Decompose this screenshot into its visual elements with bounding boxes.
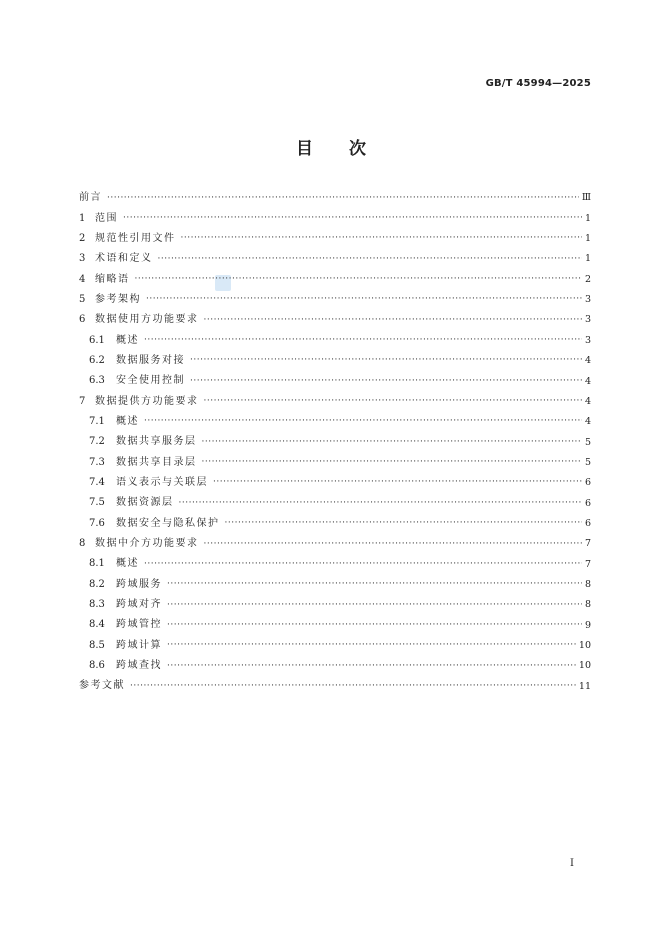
- toc-entry-label: 数据安全与隐私保护: [116, 517, 220, 529]
- toc-entry[interactable]: [79, 412, 591, 432]
- toc-leader-dots: [202, 438, 582, 447]
- toc-entry[interactable]: [79, 249, 591, 269]
- toc-entry-label: 数据资源层: [116, 497, 174, 509]
- toc-entry-page: 4: [584, 375, 591, 387]
- toc-entry[interactable]: [79, 473, 591, 493]
- toc-entry-number: 8.1: [89, 558, 105, 570]
- toc-leader-dots: [130, 682, 576, 691]
- toc-entry[interactable]: [79, 554, 591, 574]
- toc-entry-number: 8: [79, 538, 86, 550]
- toc-entry-label: 跨域管控: [116, 619, 162, 631]
- toc-entry-number: 7.6: [89, 517, 105, 529]
- toc-entry-page: 8: [584, 599, 591, 611]
- toc-leader-dots: [146, 295, 582, 304]
- toc-entry-number: 5: [79, 293, 86, 305]
- toc-leader-dots: [167, 662, 576, 671]
- toc-entry-page: 9: [584, 619, 591, 631]
- toc-entry[interactable]: [79, 615, 591, 635]
- toc-entry-page: 10: [578, 639, 591, 651]
- toc-entry-label: 概述: [116, 415, 139, 427]
- toc-entry-number: 8.6: [89, 660, 105, 672]
- toc-entry[interactable]: [79, 432, 591, 452]
- toc-entry[interactable]: [79, 595, 591, 615]
- toc-entry-page: 7: [584, 558, 591, 570]
- toc-entry-label: 概述: [116, 334, 139, 346]
- toc-entry-label: 概述: [116, 558, 139, 570]
- toc-entry-number: 1: [79, 212, 86, 224]
- toc-entry[interactable]: [79, 269, 591, 289]
- toc-entry-page: 3: [584, 314, 591, 326]
- toc-entry-page: 4: [584, 395, 591, 407]
- toc-entry[interactable]: [79, 493, 591, 513]
- toc-entry-number: 8.4: [89, 619, 105, 631]
- toc-entry-label: 术语和定义: [95, 253, 153, 265]
- toc-entry-number: 6.2: [89, 354, 105, 366]
- toc-entry-page: 1: [584, 212, 591, 224]
- toc-entry-label: 语义表示与关联层: [116, 476, 208, 488]
- toc-entry[interactable]: [79, 452, 591, 472]
- toc-entry-label: 数据共享目录层: [116, 456, 197, 468]
- toc-entry-number: 8.3: [89, 599, 105, 611]
- toc-entry-label: 前言: [79, 192, 102, 204]
- toc-entry-number: 6.3: [89, 375, 105, 387]
- toc-entry[interactable]: [79, 229, 591, 249]
- toc-entry-number: 6.1: [89, 334, 105, 346]
- toc-entry-page: 6: [584, 497, 591, 509]
- toc-leader-dots: [144, 336, 582, 345]
- toc-leader-dots: [167, 580, 582, 589]
- toc-leader-dots: [167, 621, 582, 630]
- toc-entry-label: 数据提供方功能要求: [95, 395, 199, 407]
- toc-leader-dots: [213, 478, 582, 487]
- toc-leader-dots: [144, 560, 582, 569]
- page-title: 目次: [296, 139, 402, 159]
- toc-leader-dots: [135, 275, 582, 284]
- toc-entry-number: 3: [79, 253, 86, 265]
- toc-leader-dots: [181, 234, 582, 243]
- toc-entry-number: 7.4: [89, 476, 105, 488]
- table-of-contents: [79, 188, 591, 697]
- toc-leader-dots: [158, 255, 582, 264]
- toc-entry[interactable]: [79, 391, 591, 411]
- toc-entry-label: 跨域查找: [116, 660, 162, 672]
- toc-entry-label: 数据使用方功能要求: [95, 314, 199, 326]
- toc-entry-number: 7: [79, 395, 86, 407]
- toc-entry[interactable]: [79, 208, 591, 228]
- toc-entry-number: 7.2: [89, 436, 105, 448]
- toc-entry-label: 安全使用控制: [116, 375, 185, 387]
- toc-entry[interactable]: [79, 656, 591, 676]
- toc-entry-page: 5: [584, 436, 591, 448]
- toc-entry[interactable]: [79, 310, 591, 330]
- toc-entry[interactable]: [79, 575, 591, 595]
- toc-entry-page: 7: [584, 538, 591, 550]
- toc-entry-page: 5: [584, 456, 591, 468]
- toc-entry-label: 参考文献: [79, 680, 125, 692]
- toc-entry-label: 规范性引用文件: [95, 232, 176, 244]
- toc-entry-number: 7.1: [89, 415, 105, 427]
- toc-leader-dots: [107, 194, 579, 203]
- toc-entry-number: 6: [79, 314, 86, 326]
- toc-entry[interactable]: [79, 371, 591, 391]
- toc-leader-dots: [204, 397, 582, 406]
- toc-entry-page: 6: [584, 517, 591, 529]
- toc-entry-label: 数据共享服务层: [116, 436, 197, 448]
- toc-entry-page: 11: [578, 680, 591, 692]
- toc-entry[interactable]: [79, 636, 591, 656]
- toc-entry[interactable]: [79, 351, 591, 371]
- toc-entry-label: 数据服务对接: [116, 354, 185, 366]
- toc-entry-number: 8.2: [89, 578, 105, 590]
- toc-entry-page: 2: [584, 273, 591, 285]
- toc-leader-dots: [123, 214, 582, 223]
- toc-leader-dots: [167, 641, 576, 650]
- toc-entry-page: Ⅲ: [581, 192, 591, 204]
- toc-leader-dots: [204, 540, 582, 549]
- toc-entry-page: 4: [584, 416, 591, 428]
- toc-entry-page: 10: [578, 660, 591, 672]
- toc-leader-dots: [202, 458, 582, 467]
- toc-entry-number: 4: [79, 273, 86, 285]
- toc-entry-page: 4: [584, 355, 591, 367]
- toc-entry[interactable]: [79, 534, 591, 554]
- toc-entry-page: 8: [584, 578, 591, 590]
- toc-entry-page: 1: [584, 233, 591, 245]
- toc-leader-dots: [190, 356, 582, 365]
- toc-leader-dots: [144, 417, 582, 426]
- toc-entry-label: 跨域服务: [116, 578, 162, 590]
- toc-entry-number: 7.5: [89, 497, 105, 509]
- toc-leader-dots: [204, 316, 582, 325]
- toc-entry-page: 6: [584, 477, 591, 489]
- toc-entry[interactable]: [79, 330, 591, 350]
- standard-number: GB/T 45994—2025: [485, 78, 591, 89]
- toc-leader-dots: [225, 519, 582, 528]
- toc-entry-number: 7.3: [89, 456, 105, 468]
- toc-entry-label: 跨域对齐: [116, 599, 162, 611]
- toc-entry-page: 3: [584, 294, 591, 306]
- toc-entry-label: 缩略语: [95, 273, 130, 285]
- page-number: I: [570, 858, 574, 869]
- toc-entry-label: 数据中介方功能要求: [95, 538, 199, 550]
- toc-entry-page: 3: [584, 334, 591, 346]
- toc-entry-label: 参考架构: [95, 293, 141, 305]
- toc-entry[interactable]: [79, 676, 591, 696]
- toc-entry-label: 跨域计算: [116, 639, 162, 651]
- toc-entry[interactable]: [79, 188, 591, 208]
- toc-entry[interactable]: [79, 514, 591, 534]
- toc-entry[interactable]: [79, 290, 591, 310]
- toc-entry-label: 范围: [95, 212, 118, 224]
- toc-entry-number: 8.5: [89, 639, 105, 651]
- toc-leader-dots: [190, 377, 582, 386]
- toc-leader-dots: [167, 601, 582, 610]
- toc-entry-number: 2: [79, 232, 86, 244]
- toc-entry-page: 1: [584, 253, 591, 265]
- toc-leader-dots: [179, 499, 582, 508]
